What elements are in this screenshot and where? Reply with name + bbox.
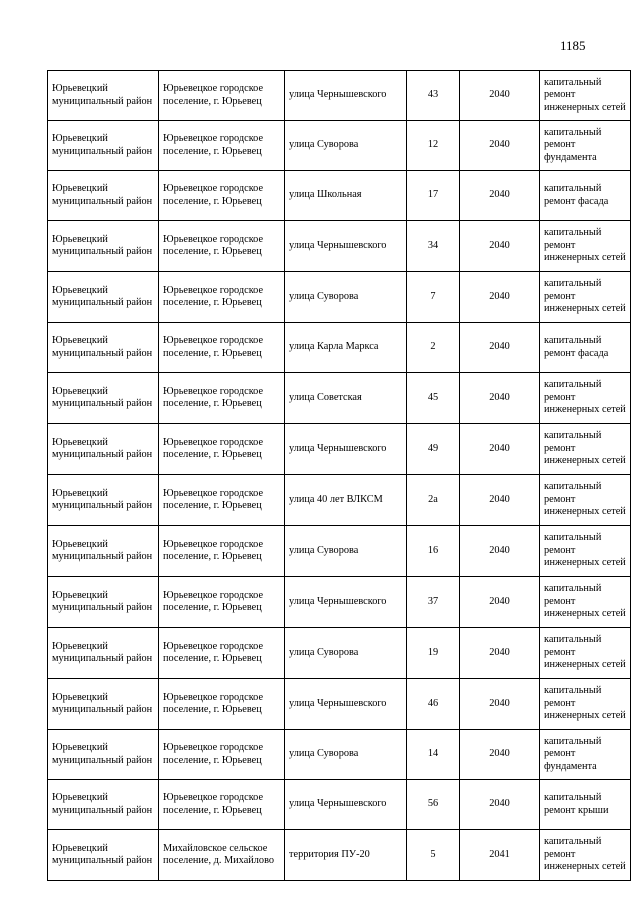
work-type-cell: капитальный ремонт инженерных сетей bbox=[540, 830, 631, 881]
work-type-cell: капитальный ремонт фундамента bbox=[540, 121, 631, 171]
year-cell: 2040 bbox=[460, 424, 540, 475]
house-number-cell: 5 bbox=[407, 830, 460, 881]
street-cell: улица Чернышевского bbox=[285, 424, 407, 475]
street-cell: улица Чернышевского bbox=[285, 71, 407, 121]
house-number-cell: 37 bbox=[407, 577, 460, 628]
street-cell: улица Суворова bbox=[285, 526, 407, 577]
year-cell: 2040 bbox=[460, 679, 540, 730]
house-number-cell: 34 bbox=[407, 221, 460, 272]
year-cell: 2040 bbox=[460, 475, 540, 526]
year-cell: 2040 bbox=[460, 526, 540, 577]
table-row bbox=[48, 830, 631, 881]
year-cell: 2040 bbox=[460, 780, 540, 830]
district-cell: Юрьевецкий муниципальный район bbox=[48, 830, 159, 881]
district-cell: Юрьевецкий муниципальный район bbox=[48, 272, 159, 323]
district-cell: Юрьевецкий муниципальный район bbox=[48, 475, 159, 526]
settlement-cell: Юрьевецкое городское поселение, г. Юрьевец bbox=[159, 526, 285, 577]
house-number-cell: 16 bbox=[407, 526, 460, 577]
work-type-cell: капитальный ремонт инженерных сетей bbox=[540, 373, 631, 424]
house-number-cell: 2 bbox=[407, 323, 460, 373]
work-type-cell: капитальный ремонт инженерных сетей bbox=[540, 628, 631, 679]
district-cell: Юрьевецкий муниципальный район bbox=[48, 121, 159, 171]
work-type-cell: капитальный ремонт инженерных сетей bbox=[540, 272, 631, 323]
work-type-cell: капитальный ремонт инженерных сетей bbox=[540, 679, 631, 730]
house-number-cell: 45 bbox=[407, 373, 460, 424]
table-row bbox=[48, 121, 631, 171]
year-cell: 2040 bbox=[460, 628, 540, 679]
table-row bbox=[48, 171, 631, 221]
table-row bbox=[48, 221, 631, 272]
year-cell: 2040 bbox=[460, 71, 540, 121]
street-cell: улица Чернышевского bbox=[285, 577, 407, 628]
year-cell: 2040 bbox=[460, 373, 540, 424]
year-cell: 2040 bbox=[460, 171, 540, 221]
work-type-cell: капитальный ремонт инженерных сетей bbox=[540, 526, 631, 577]
house-number-cell: 17 bbox=[407, 171, 460, 221]
table-row bbox=[48, 71, 631, 121]
street-cell: улица Чернышевского bbox=[285, 679, 407, 730]
house-number-cell: 2а bbox=[407, 475, 460, 526]
settlement-cell: Юрьевецкое городское поселение, г. Юрьевец bbox=[159, 424, 285, 475]
data-table bbox=[47, 70, 631, 881]
district-cell: Юрьевецкий муниципальный район bbox=[48, 221, 159, 272]
district-cell: Юрьевецкий муниципальный район bbox=[48, 628, 159, 679]
district-cell: Юрьевецкий муниципальный район bbox=[48, 679, 159, 730]
settlement-cell: Юрьевецкое городское поселение, г. Юрьевец bbox=[159, 171, 285, 221]
year-cell: 2040 bbox=[460, 577, 540, 628]
work-type-cell: капитальный ремонт инженерных сетей bbox=[540, 221, 631, 272]
house-number-cell: 56 bbox=[407, 780, 460, 830]
district-cell: Юрьевецкий муниципальный район bbox=[48, 171, 159, 221]
table-row bbox=[48, 272, 631, 323]
house-number-cell: 43 bbox=[407, 71, 460, 121]
settlement-cell: Михайловское сельское поселение, д. Михайлово bbox=[159, 830, 285, 881]
street-cell: улица Суворова bbox=[285, 730, 407, 780]
year-cell: 2041 bbox=[460, 830, 540, 881]
street-cell: улица 40 лет ВЛКСМ bbox=[285, 475, 407, 526]
table-row bbox=[48, 679, 631, 730]
table-row bbox=[48, 628, 631, 679]
house-number-cell: 14 bbox=[407, 730, 460, 780]
street-cell: улица Суворова bbox=[285, 121, 407, 171]
district-cell: Юрьевецкий муниципальный район bbox=[48, 730, 159, 780]
work-type-cell: капитальный ремонт фасада bbox=[540, 171, 631, 221]
work-type-cell: капитальный ремонт фундамента bbox=[540, 730, 631, 780]
settlement-cell: Юрьевецкое городское поселение, г. Юрьевец bbox=[159, 577, 285, 628]
settlement-cell: Юрьевецкое городское поселение, г. Юрьевец bbox=[159, 628, 285, 679]
district-cell: Юрьевецкий муниципальный район bbox=[48, 71, 159, 121]
table-row bbox=[48, 780, 631, 830]
house-number-cell: 19 bbox=[407, 628, 460, 679]
street-cell: улица Советская bbox=[285, 373, 407, 424]
settlement-cell: Юрьевецкое городское поселение, г. Юрьевец bbox=[159, 679, 285, 730]
street-cell: улица Суворова bbox=[285, 628, 407, 679]
table-row bbox=[48, 526, 631, 577]
settlement-cell: Юрьевецкое городское поселение, г. Юрьевец bbox=[159, 121, 285, 171]
table-row bbox=[48, 323, 631, 373]
street-cell: улица Суворова bbox=[285, 272, 407, 323]
settlement-cell: Юрьевецкое городское поселение, г. Юрьевец bbox=[159, 71, 285, 121]
house-number-cell: 46 bbox=[407, 679, 460, 730]
settlement-cell: Юрьевецкое городское поселение, г. Юрьевец bbox=[159, 221, 285, 272]
table-row bbox=[48, 475, 631, 526]
district-cell: Юрьевецкий муниципальный район bbox=[48, 780, 159, 830]
work-type-cell: капитальный ремонт инженерных сетей bbox=[540, 424, 631, 475]
district-cell: Юрьевецкий муниципальный район bbox=[48, 323, 159, 373]
year-cell: 2040 bbox=[460, 221, 540, 272]
year-cell: 2040 bbox=[460, 121, 540, 171]
year-cell: 2040 bbox=[460, 730, 540, 780]
district-cell: Юрьевецкий муниципальный район bbox=[48, 373, 159, 424]
table-row bbox=[48, 373, 631, 424]
work-type-cell: капитальный ремонт инженерных сетей bbox=[540, 71, 631, 121]
table-row bbox=[48, 577, 631, 628]
settlement-cell: Юрьевецкое городское поселение, г. Юрьевец bbox=[159, 475, 285, 526]
street-cell: улица Чернышевского bbox=[285, 221, 407, 272]
work-type-cell: капитальный ремонт фасада bbox=[540, 323, 631, 373]
street-cell: территория ПУ-20 bbox=[285, 830, 407, 881]
year-cell: 2040 bbox=[460, 272, 540, 323]
page-number: 1185 bbox=[560, 38, 586, 53]
settlement-cell: Юрьевецкое городское поселение, г. Юрьевец bbox=[159, 323, 285, 373]
table-row bbox=[48, 730, 631, 780]
district-cell: Юрьевецкий муниципальный район bbox=[48, 577, 159, 628]
table-row bbox=[48, 424, 631, 475]
district-cell: Юрьевецкий муниципальный район bbox=[48, 526, 159, 577]
house-number-cell: 7 bbox=[407, 272, 460, 323]
settlement-cell: Юрьевецкое городское поселение, г. Юрьевец bbox=[159, 272, 285, 323]
house-number-cell: 12 bbox=[407, 121, 460, 171]
settlement-cell: Юрьевецкое городское поселение, г. Юрьевец bbox=[159, 373, 285, 424]
street-cell: улица Карла Маркса bbox=[285, 323, 407, 373]
street-cell: улица Чернышевского bbox=[285, 780, 407, 830]
street-cell: улица Школьная bbox=[285, 171, 407, 221]
settlement-cell: Юрьевецкое городское поселение, г. Юрьевец bbox=[159, 730, 285, 780]
settlement-cell: Юрьевецкое городское поселение, г. Юрьевец bbox=[159, 780, 285, 830]
year-cell: 2040 bbox=[460, 323, 540, 373]
house-number-cell: 49 bbox=[407, 424, 460, 475]
work-type-cell: капитальный ремонт крыши bbox=[540, 780, 631, 830]
work-type-cell: капитальный ремонт инженерных сетей bbox=[540, 475, 631, 526]
work-type-cell: капитальный ремонт инженерных сетей bbox=[540, 577, 631, 628]
district-cell: Юрьевецкий муниципальный район bbox=[48, 424, 159, 475]
